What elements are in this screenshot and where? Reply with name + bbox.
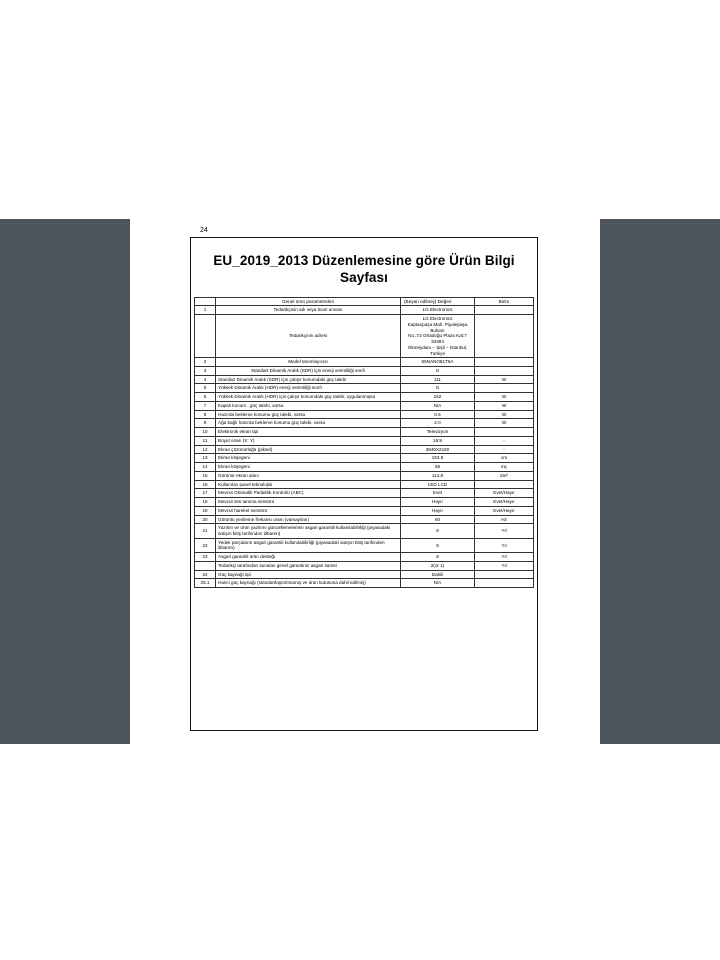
row-unit	[475, 480, 534, 489]
row-parameter: Kapalı konum , güç talebi, varsa	[216, 401, 401, 410]
table-row	[195, 561, 534, 570]
row-value: 162	[401, 393, 475, 402]
row-parameter: Güç kaynağı tipi	[216, 570, 401, 579]
row-value: Dahili	[401, 570, 475, 579]
row-unit: Yıl	[475, 553, 534, 562]
row-unit	[475, 579, 534, 588]
row-value: 60	[401, 515, 475, 524]
column-header-unit: Birim	[475, 297, 534, 306]
table-row	[195, 393, 534, 402]
table-row	[195, 489, 534, 498]
row-value: LED LCD	[401, 480, 475, 489]
row-value: Televizyon	[401, 428, 475, 437]
row-value: 2(or 1)	[401, 561, 475, 570]
row-index: 19	[195, 506, 216, 515]
row-value: LG Electronics Kaptanpaşa Mah. Piyalepaşa Bulvarı No.:73 Ortadoğu Plaza Kat:7 34384 Okmeydanı – Şişli – İstanbul, Türkiye	[401, 315, 475, 358]
row-parameter: Standart Dinamik Aralık (SDR) için enerji verimliliği sınıfı	[216, 367, 401, 376]
row-parameter: Yazılım ve ürün yazılımı güncellemelerinin asgari garantili kullanılabilirliği (piyasadaki satışın bitiş tarihinden itibaren)	[216, 524, 401, 538]
row-index: 25.1	[195, 579, 216, 588]
row-unit: Yıl	[475, 538, 534, 552]
row-unit: dm²	[475, 471, 534, 480]
row-value: Hayır	[401, 506, 475, 515]
row-index: 10	[195, 428, 216, 437]
row-unit: W	[475, 419, 534, 428]
row-parameter: Mevcut Otomatik Parlaklık Kontrolü (ABC)	[216, 489, 401, 498]
row-unit: W	[475, 375, 534, 384]
row-parameter: Ağa bağlı hazırda bekleme konumu güç talebi, varsa	[216, 419, 401, 428]
row-value: G	[401, 384, 475, 393]
row-unit: inç	[475, 463, 534, 472]
row-value: 114.8	[401, 471, 475, 480]
row-value: 65NANO81T6A	[401, 358, 475, 367]
table-row	[195, 454, 534, 463]
column-header-index	[195, 297, 216, 306]
table-row	[195, 506, 534, 515]
row-index: 11	[195, 436, 216, 445]
row-index	[195, 561, 216, 570]
row-value: 8	[401, 538, 475, 552]
row-index: 15	[195, 471, 216, 480]
table-row	[195, 480, 534, 489]
row-unit: Evet/Hayır	[475, 506, 534, 515]
row-parameter: Hazırda bekleme konumu güç talebi, varsa	[216, 410, 401, 419]
row-unit	[475, 428, 534, 437]
row-unit: W	[475, 410, 534, 419]
row-index: 6	[195, 393, 216, 402]
row-index: 21	[195, 524, 216, 538]
viewer-right-band	[600, 219, 720, 744]
table-row	[195, 428, 534, 437]
row-parameter: Görüntü yenileme frekansı oranı (varsayılan)	[216, 515, 401, 524]
page-title: EU_2019_2013 Düzenlemesine göre Ürün Bilgi Sayfası	[213, 253, 515, 286]
row-value: 8	[401, 553, 475, 562]
row-unit: Hz	[475, 515, 534, 524]
row-index: 12	[195, 445, 216, 454]
row-value: LG Electronics	[401, 306, 475, 315]
row-value: 2.0	[401, 419, 475, 428]
row-parameter: Kullanılan panel teknolojisi	[216, 480, 401, 489]
row-index: 1	[195, 306, 216, 315]
row-value: Hayır	[401, 498, 475, 507]
row-index: 5	[195, 384, 216, 393]
row-index: 16	[195, 480, 216, 489]
table-row	[195, 375, 534, 384]
row-parameter: Mevcut ses tanıma sensörü	[216, 498, 401, 507]
row-value: Evet	[401, 489, 475, 498]
column-header-parameters: Genel ürün parametreleri	[216, 297, 401, 306]
table-row	[195, 498, 534, 507]
row-unit: Yıl	[475, 561, 534, 570]
row-unit	[475, 306, 534, 315]
row-unit: Yıl	[475, 524, 534, 538]
table-row	[195, 463, 534, 472]
table-row	[195, 524, 534, 538]
row-parameter: Model tanımlayıcısı	[216, 358, 401, 367]
row-parameter: Görünür ekran alanı	[216, 471, 401, 480]
row-index: 8	[195, 410, 216, 419]
row-parameter: Asgari garantili ürün desteği	[216, 553, 401, 562]
table-row	[195, 471, 534, 480]
row-parameter: Ekran köşegeni	[216, 463, 401, 472]
row-value: 111	[401, 375, 475, 384]
row-parameter: Standart Dinamik Aralık (SDR) için çalışır konumdaki güç talebi	[216, 375, 401, 384]
row-index: 23	[195, 553, 216, 562]
table-row	[195, 306, 534, 315]
column-header-value: (Beyan edilmiş) Değeri	[401, 297, 475, 306]
row-parameter: Tedarikçi tarafından sunulan genel garantinin asgari süresi	[216, 561, 401, 570]
row-unit: W	[475, 393, 534, 402]
row-index: 9	[195, 419, 216, 428]
row-index: 13	[195, 454, 216, 463]
row-value: G	[401, 367, 475, 376]
viewer-left-band	[0, 219, 130, 744]
row-value: 8	[401, 524, 475, 538]
row-parameter: Yedek parçaların asgari garantili kullanılabilirliği (piyasadaki satışın bitiş tarihinden itibaren)	[216, 538, 401, 552]
table-header-row	[195, 297, 534, 306]
row-parameter: Ekran çözünürlüğü (piksel)	[216, 445, 401, 454]
table-row	[195, 358, 534, 367]
row-index: 20	[195, 515, 216, 524]
row-parameter: Ekran köşegeni	[216, 454, 401, 463]
slide-canvas	[130, 219, 600, 744]
row-unit: W	[475, 401, 534, 410]
row-parameter: Harici güç kaynağı (standartlaştırılmamış ve ürün kutusuna dahil edilmiş)	[216, 579, 401, 588]
row-index	[195, 315, 216, 358]
row-parameter: Tedarikçinin adı veya ticari unvanı	[216, 306, 401, 315]
row-index: 2	[195, 358, 216, 367]
table-row	[195, 553, 534, 562]
row-index: 17	[195, 489, 216, 498]
row-unit: cm	[475, 454, 534, 463]
table-row	[195, 515, 534, 524]
row-unit: Evet/Hayır	[475, 498, 534, 507]
table-row	[195, 401, 534, 410]
row-parameter: Boyut oranı (X: Y)	[216, 436, 401, 445]
table-row	[195, 410, 534, 419]
row-value: 163.9	[401, 454, 475, 463]
table-row	[195, 570, 534, 579]
row-value: 0.5	[401, 410, 475, 419]
table-row	[195, 538, 534, 552]
product-parameters-table	[194, 297, 534, 589]
row-parameter: Tedarikçinin adresi	[216, 315, 401, 358]
row-index: 14	[195, 463, 216, 472]
row-unit: -	[475, 445, 534, 454]
table-row	[195, 419, 534, 428]
row-unit	[475, 367, 534, 376]
product-information-sheet	[190, 237, 538, 731]
row-unit	[475, 358, 534, 367]
row-parameter: Mevcut hareket sensörü	[216, 506, 401, 515]
page-number: 24	[200, 227, 208, 234]
row-parameter: Yüksek Dinamik Aralık (HDR) enerji verimliliği sınıfı	[216, 384, 401, 393]
row-index: 18	[195, 498, 216, 507]
row-index: 4	[195, 375, 216, 384]
table-row	[195, 367, 534, 376]
row-index: 3	[195, 367, 216, 376]
row-index: 7	[195, 401, 216, 410]
table-row	[195, 315, 534, 358]
row-value: 16:9	[401, 436, 475, 445]
row-unit	[475, 315, 534, 358]
table-row	[195, 436, 534, 445]
table-row	[195, 445, 534, 454]
row-unit: -	[475, 436, 534, 445]
row-unit	[475, 570, 534, 579]
row-value: N/A	[401, 401, 475, 410]
table-body	[195, 306, 534, 588]
row-index: 24	[195, 570, 216, 579]
row-value: N/A	[401, 579, 475, 588]
row-value: 3840X2160	[401, 445, 475, 454]
table-row	[195, 384, 534, 393]
row-parameter: Yüksek Dinamik Aralık (HDR) için çalışır konumdaki güç talebi, uygulanmışsa	[216, 393, 401, 402]
table-row	[195, 579, 534, 588]
row-unit	[475, 384, 534, 393]
row-index: 22	[195, 538, 216, 552]
row-unit: Evet/Hayır	[475, 489, 534, 498]
row-parameter: Elektronik ekran tipi	[216, 428, 401, 437]
row-value: 65	[401, 463, 475, 472]
